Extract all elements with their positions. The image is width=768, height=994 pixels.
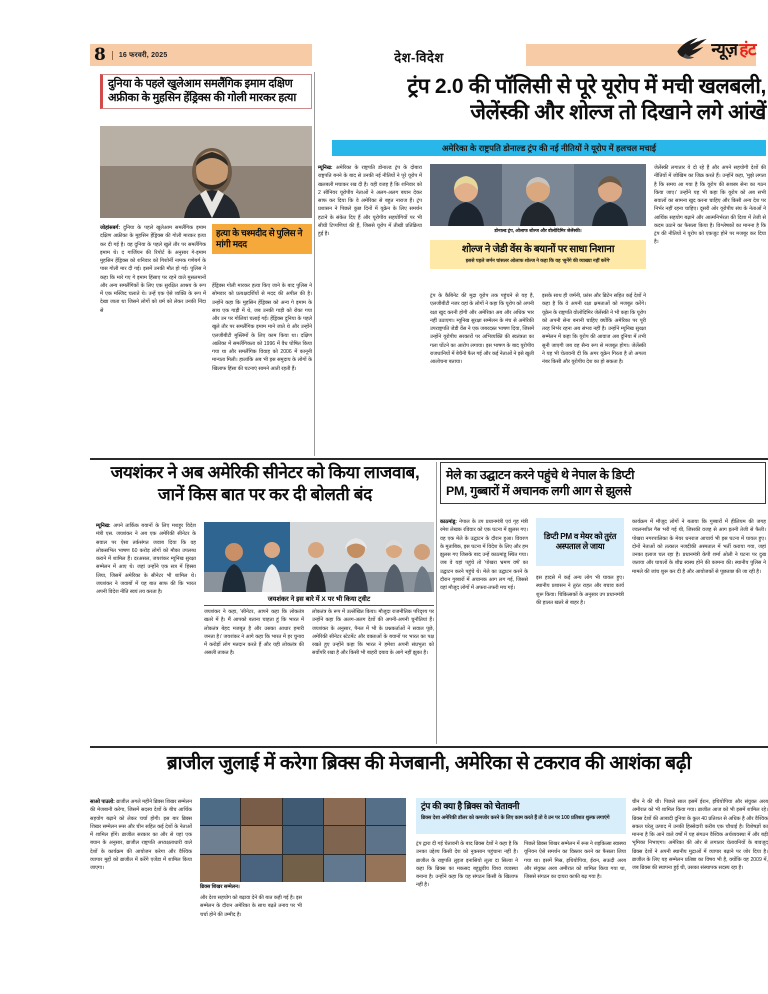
story1-body-column-1	[100, 224, 206, 456]
story4-body-col2: इस हादसे में कई अन्य लोग भी घायल हुए। स्थानीय प्रशासन ने तुरंत राहत और बचाव कार्य शुरू किया। चिकित्सकों के अनुसार उप प्रधानमंत्री की हालत खतरे से बाहर है।	[536, 575, 624, 606]
story4-headline-line2: PM, गुब्बारों में अचानक लगी आग से झुलसे	[446, 484, 632, 499]
story1-headline: दुनिया के पहले खुलेआम समलैंगिक इमाम दक्षिण अफ्रीका के मुहसिन हेंड्रिक्स की गोली मारकर हत्या	[108, 78, 296, 104]
story3-body-column-1	[96, 522, 196, 742]
story4-body-column-1	[440, 518, 528, 744]
story2-body-col1: अमेरिका के राष्ट्रपति डोनाल्ड ट्रंप के दोबारा राष्ट्रपति बनने के बाद से उनकी नई नीतियों ने पूरे यूरोप में खलबली मचाकर रख दी है। यही वजह है कि शनिवार को 2 सीनियर यूरोपीय नेताओं ने अलग-अलग बयान देकर साफ कर दिया कि वे अमेरिका से बहुत नाराज हैं। ट्रंप प्रशासन ने पिछले कुछ दिनों में यूक्रेन के लिए समर्थन हटाने के संकेत दिए हैं और यूरोपीय सहयोगियों पर भी सीधी टिप्पणियां की हैं, जिससे यूरोप में तीखी प्रतिक्रिया हुई है।	[318, 165, 422, 237]
story3-body-column-2	[204, 608, 304, 742]
story4-subheadline: डिप्टी PM व मेयर को तुरंत अस्पताल ले जाया	[543, 531, 617, 551]
newspaper-logo	[675, 34, 756, 62]
page-number: 8	[94, 44, 106, 65]
column-divider	[314, 72, 315, 456]
story4-body-col1: नेपाल के उप प्रधानमंत्री एवं गृह मंत्री रमेश लेखक रविवार को एक घटना में झुलस गए। वह एक मेले के उद्घाटन के दौरान हुआ। विवरण के मुताबिक, इस घटना में विदेश के लिए और हम झुलस गए जिसके बाद उन्हें काठमांडू स्थित गया। जब वे यहां पहुंचे तो 'पोखरा भ्रमण वर्ष' का उद्घाटन करने पहुंचे थे। मेले का उद्घाटन करने के दौरान गुब्बारों में अचानक आग लग गई, जिससे वहां मौजूद लोगों में अफरा-तफरी मच गई।	[440, 519, 528, 591]
story-gay-imam-killed	[100, 74, 312, 456]
story2-dateline: म्यूनिख:	[318, 165, 333, 171]
story5-body-col1: ब्राजील अगले महीने ब्रिक्स शिखर सम्मेलन की मेजबानी करेगा, जिसमें सदस्य देशों के बीच आर्थिक सहयोग बढ़ाने को लेकर चर्चा होगी। इस बार ब्रिक्स शिखर सम्मेलन रूस और चीन सहित कई देशों के नेताओं में शामिल होंगे। ब्राजील सरकार का और से यहां एक बयान के अनुसार, ब्राजील राष्ट्रपति अध्यक्षताधारी वाले देशों के कार्यक्रम की आयोजन करेगा और वैश्विक व्यापार मुद्दों को ब्राजील में करेंगे एजेंडा में शामिल किया जाएगा।	[90, 799, 193, 871]
story4-headline-box	[440, 462, 766, 504]
story2-subheadline-sub: इससे पहले जर्मन चांसलर ओलाफ शोल्ज ने कहा कि वह 'सुनेंगे की व्याख्या नहीं करेंगे'	[465, 259, 611, 265]
story2-banner: अमेरिका के राष्ट्रपति डोनाल्ड ट्रंप की नई नीतियों ने यूरोप में हलचल मचाई	[332, 140, 766, 156]
story5-body-col5: चीन ने की थी। पिछले साल इसमें ईरान, इथियोपिया और संयुक्त अरब अमीरात को भी शामिल किया गया। ब्राजील आज को भी इसमें शामिल रहे। ब्रिक्स देशों की आबादी दुनिया के कुल 40 प्रतिशत से अधिक है और वैश्विक सकल घरेलू उत्पाद में उनकी हिस्सेदारी करीब एक चौथाई है। विशेषज्ञों का मानना है कि आने वाले वर्षों में यह संगठन वैश्विक अर्थव्यवस्था में और बड़ी भूमिका निभाएगा। अमेरिका की ओर से लगातार चेतावनियों के बावजूद ब्रिक्स देशों ने अपनी स्थानीय मुद्राओं में व्यापार बढ़ाने पर जोर दिया है। ब्राजील के लिए यह सम्मेलन प्रतिष्ठा का विषय भी है, क्योंकि वह 2009 में, जब ब्रिक्स की स्थापना हुई थी, उसका संस्थापक सदस्य रहा है।	[632, 799, 768, 871]
story1-body-column-2	[212, 282, 312, 456]
story1-photo	[100, 126, 312, 218]
masthead-right	[526, 39, 756, 66]
story1-subheadline-box	[212, 224, 312, 254]
story2-body-col4: जेलेंस्की लगातार ये दो रहे हैं और अपने सहयोगी देशों की नीतियों में जोखिम का जिक्र करते हैं। उन्होंने कहा, 'मुझे लगता है कि समय आ गया है कि यूरोप की सशस्त्र सेना का गठन किया जाए।' उन्होंने यह भी कहा कि यूरोप को अब सभी सवालों का सामना खुद करना चाहिए और किसी अन्य देश पर निर्भर नहीं रहना चाहिए। दूसरी ओर यूरोपीय संघ के नेताओं ने आर्थिक सहयोग बढ़ाने और आत्मनिर्भरता की दिशा में तेजी से कदम उठाने का फैसला किया है। विश्लेषकों का मानना है कि ट्रंप की नीतियों ने यूरोप को एकजुट होने पर मजबूर कर दिया है।	[654, 165, 766, 246]
story2-body-col2: ट्रंप के कैबिनेट की मुद्रा यूरोप तक पहुंचने से यह है, एलजीबीटी नजर वहां के लोगों ने कहा कि यूरोप को अपनी रक्षा खुद करनी होगी और अमेरिका अब और अधिक भार नहीं उठाएगा। म्यूनिख सुरक्षा सम्मेलन के मंच से अमेरिकी उपराष्ट्रपति जेडी वेंस ने एक जबरदस्त भाषण दिया, जिसमें उन्होंने यूरोपीय सरकारों पर अभिव्यक्ति की स्वतंत्रता का गला घोंटने का आरोप लगाया। इस भाषण के बाद यूरोपीय राजधानियों में बेचैनी फैल गई और कई नेताओं ने इसे खुली आलोचना बताया।	[430, 293, 534, 365]
story5-photo	[200, 798, 406, 882]
story3-dateline: म्यूनिख:	[96, 523, 111, 529]
portrait-illustration	[100, 126, 312, 218]
story4-body-column-2	[536, 574, 624, 744]
story5-body-column-5	[632, 798, 768, 994]
story2-subheadline-box	[430, 240, 646, 269]
story4-subheadline-box	[536, 518, 624, 566]
leaders-photo	[430, 164, 646, 226]
story5-dateline: साओ पाउलो:	[90, 799, 115, 805]
story2-headline-line2: जेलेंस्की और शोल्ज तो दिखाने लगे आंखें	[470, 101, 766, 125]
story1-subheadline: हत्या के चश्मदीद से पुलिस ने मांगी मदद	[216, 228, 303, 249]
story3-headline: जयशंकर ने अब अमेरिकी सीनेटर को किया लाजवाब, जानें किस बात पर कर दी बोलती बंद	[110, 463, 420, 505]
logo-text-hunt: हंट	[739, 39, 756, 59]
story2-photo-caption: डोनाल्ड ट्रंप, ओलाफ शोल्ज और वोलोदिमिर जेलेंस्की।	[494, 228, 582, 233]
masthead	[90, 39, 756, 70]
story5-subheadline-text: ब्रिक्स देशा अमेरिकी डॉलर को कमजोर करने के लिए काम करते हैं तो वे उन पर 100 प्रतिशत शुल्क लगाएंगे	[421, 814, 610, 821]
story2-body-col3: इसके साथ ही जर्मनी, फ्रांस और ब्रिटेन सहित कई देशों ने कहा है कि वे अपनी रक्षा क्षमताओं को मजबूत करेंगे। यूक्रेन के राष्ट्रपति वोलोदिमिर जेलेंस्की ने भी कहा कि यूरोप को अपनी सेना बनानी चाहिए क्योंकि अमेरिका पर पूरी तरह निर्भर रहना अब संभव नहीं है। उन्होंने म्यूनिख सुरक्षा सम्मेलन में कहा कि यूरोप की आवाज अब दुनिया में तभी सुनी जाएगी जब वह सैन्य रूप से मजबूत होगा। जेलेंस्की ने यह भी चेतावनी दी कि अगर यूक्रेन गिरता है तो अगला नंबर किसी और यूरोपीय देश का हो सकता है।	[542, 293, 646, 365]
section-divider	[90, 746, 768, 748]
story5-body-column-4	[524, 840, 626, 994]
story5-body-col2: और देशा सहयोग को बढ़ावा देने की बात कही गई है। इस सम्मेलन के दौरान अमेरिका के साथ बढ़ते तनाव पर भी चर्चा होने की उम्मीद है।	[200, 895, 302, 918]
story3-photo	[204, 522, 434, 592]
story1-body-1: दुनिया के पहले खुलेआम समलैंगिक इमाम दक्षिण अफ्रीका के मुहसिन हेंड्रिक्स की गोली मारकर हत्या कर दी गई है। वह दुनिया के पहले खुले तौर पर समलैंगिक इमाम थे। द गार्जियन की रिपोर्ट के अनुसार गे-इमाम मुहसिन हेंड्रिक्स को शनिवार को गिशोर्नी नामक गणेबर्ग के पास गोली मार दी गई। इसमें उनकी मौत हो गई। पुलिस ने कहा कि मारे गए गे इमाम हिंसाए पर रहने वाले मुसलमानों और अन्य समलैंगिकों के लिए एक सुरक्षित आश्रय के रूप में एक मस्जिद चलाते थे। उन्हें एक ऐसे व्यक्ति के रूप में देखा जाता था जिसने लोगों को धर्म को लेकर उनकी निंदा से	[100, 225, 206, 314]
story1-body-3: हेंड्रिक्स गोली मारकर हत्या किए जाने के बाद पुलिस ने सोमवार को प्रत्यक्षदर्शियों से मदद की अपील की है। उन्होंने कहा कि मुहसिन हेंड्रिक्स को अन्य गे इमाम के साथ एक गाड़ी में थे, जब उनकी गाड़ी को रोका गया और उन पर गोलियां चलाई गईं। हेंड्रिक्स दुनिया के पहले खुले तौर पर समलैंगिक इमाम माने जाते थे और उन्होंने एलजीबीटी मुस्लिमों के लिए काम किया था। दक्षिण अफ्रीका में समलैंगिकता को 1996 में वैध घोषित किया गया था और समलैंगिक विवाह को 2006 में कानूनी मान्यता मिली। हालांकि अब भी इस समुदाय के लोगों के खिलाफ हिंसा की घटनाएं सामने आती रहती हैं।	[212, 283, 312, 372]
story4-dateline: काठमांडू:	[440, 519, 457, 525]
story5-headline: ब्राजील जुलाई में करेगा ब्रिक्स की मेजबानी, अमेरिका से टकराव की आशंका बढ़ी	[166, 753, 692, 774]
story3-photo-caption: जयशंकर ने इस बारे में X पर भी किया ट्वीट	[204, 594, 434, 606]
story-brazil-brics-summit	[90, 752, 768, 990]
story5-body-column-2	[200, 894, 302, 994]
story5-subheadline: ट्रंप की क्या है ब्रिक्स को चेतावनी	[421, 801, 520, 811]
video-conference-grid	[200, 798, 406, 882]
story-trump-europe-policy	[318, 74, 766, 456]
story-jaishankar-senator	[96, 462, 434, 744]
story-nepal-deputy-pm-fire	[440, 462, 766, 744]
story4-body-column-3	[632, 518, 766, 744]
story2-photo	[430, 164, 646, 226]
story3-body-column-3	[312, 608, 434, 742]
story3-body-col1: अपने तार्किक बयानों के लिए मशहूर विदेश मंत्री एस. जयशंकर ने अब एक अमेरिकी सीनेटर के सवाल पर ऐसा तर्कसंगत जवाब दिया कि वह लोकसभित भाषण 60 करोड़ लोगों को मौका उपलब्ध कराने में शामिल हैं। दरअसल, जयशंकर म्यूनिख सुरक्षा सम्मेलन में आए थे। जहां उन्होंने एक सत्र में हिस्सा लिया, जिसमें अमेरिका के सीनेटर भी शामिल थे। जयशंकर ने जवाबों में यह बात साफ की कि भारत अपनी विदेश नीति स्वयं तय करता है।	[96, 523, 197, 595]
story2-headline-line1: ट्रंप 2.0 की पॉलिसी से पूरे यूरोप में मची खलबली,	[407, 75, 766, 98]
story5-body-column-1	[90, 798, 192, 994]
panel-discussion-photo	[204, 522, 434, 592]
story5-subheadline-box	[416, 798, 626, 834]
masthead-left	[90, 44, 312, 66]
story5-photo-caption: ब्रिक्स शिखर सम्मेलन।	[200, 884, 240, 890]
story4-headline	[446, 467, 760, 499]
story1-headline-box	[100, 74, 312, 109]
story5-body-col3: ट्रंप द्वारा दी गई चेतावनी के बाद ब्रिक्स देशों ने कहा है कि उनका उद्देश्य किसी देश को नुकसान पहुंचाना नहीं है। ब्राजील के राष्ट्रपति लुइज इनासियो लूला दा सिल्वा ने कहा कि ब्रिक्स का मकसद बहुध्रुवीय विश्व व्यवस्था बनाना है। उन्होंने कहा कि यह संगठन किसी के खिलाफ नहीं है।	[416, 841, 518, 889]
publication-date: 16 फरवरी, 2025	[112, 51, 168, 60]
story4-body-col3: कार्यक्रम में मौजूद लोगों ने बताया कि गुब्बारों में हीलियम की जगह ज्वलनशील गैस भरी गई थी, जिसकी वजह से आग इतनी तेजी से फैली। पोखरा नगरपालिका के मेयर धनराज आचार्य भी इस घटना में घायल हुए। दोनों नेताओं को तत्काल नजदीकी अस्पताल में भर्ती कराया गया, जहां उनका इलाज चल रहा है। प्रधानमंत्री केपी शर्मा ओली ने घटना पर दुख जताया और घायलों के शीघ्र स्वस्थ होने की कामना की। स्थानीय पुलिस ने मामले की जांच शुरू कर दी है और आयोजकों से पूछताछ की जा रही है।	[632, 519, 766, 575]
story3-body-col3: लोकतंत्र के रूप में उल्लेखित किया। मौजूदा राजनीतिक परिदृश्य पर उन्होंने कहा कि अलग-अलग देशों की अपनी-अपनी चुनौतियां हैं। जयशंकर के अनुसार, पैनल में भी के प्रश्नकर्ताओं ने सवाल पूछे, अमेरिकी सीनेटर स्टेटमेंट और वक्ताओं के बयानों पर भारत का पक्ष रखते हुए उन्होंने कहा कि भारत ने हमेशा अपनी संप्रभुता को सर्वोपरि रखा है और किसी भी बाहरी दबाव के आगे नहीं झुका है।	[312, 609, 434, 657]
story4-headline-line1: मेले का उद्घाटन करने पहुंचे थे नेपाल के डिप्टी	[446, 468, 635, 482]
story5-body-column-3	[416, 840, 518, 994]
section-title: देश-विदेश	[394, 50, 444, 65]
story2-headline	[318, 74, 766, 127]
story5-body-col4: पिछले ब्रिक्स शिखर सम्मेलन में रूस ने शइकित्सा स्वास्थ्य यूनियन ऐसे समर्थन का विस्तार करने का फैसला लिया गया था। इसमें मिस्र, इथियोपिया, ईरान, सऊदी अरब और संयुक्त अरब अमीरात को शामिल किया गया था, जिससे संगठन का दायरा काफी बढ़ गया है।	[524, 841, 626, 880]
logo-text-news: न्यूज़	[711, 39, 738, 59]
story2-subheadline: शोल्ज ने जेडी वेंस के बयानों पर साधा निशाना	[461, 244, 615, 255]
story3-body-col2: जयशंकर ने कहा, 'सीनेटर, आपने कहा कि लोकतंत्र खतरे में है। मैं आपको बताना चाहता हूं कि भारत में लोकतंत्र बेहद मजबूत है और उसका आधार हमारी जनता है।' जयशंकर ने आगे कहा कि भारत में हर चुनाव में करोड़ों लोग मतदान करते हैं और यही लोकतंत्र की असली ताकत है।	[204, 609, 304, 657]
story1-dateline: जोहांसबर्ग:	[100, 225, 121, 231]
eagle-icon	[675, 34, 709, 62]
